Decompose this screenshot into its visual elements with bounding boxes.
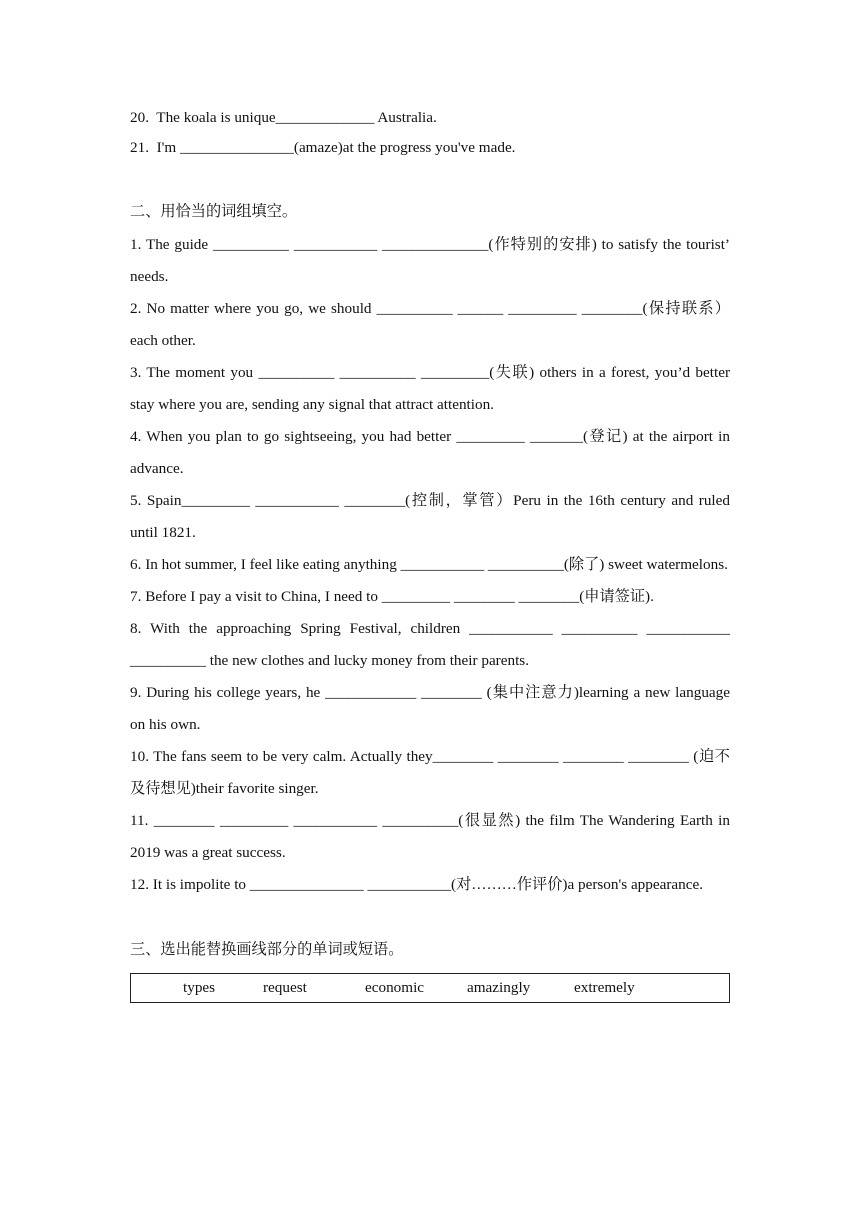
word-bank-item: request [263,979,307,996]
word-bank-item: economic [365,979,425,996]
word-bank-item: extremely [574,979,635,996]
phrase-item-10: 10. The fans seem to be very calm. Actually they________ ________ ________ ________ (迫不及待想见)their favorite singer. [130,748,730,797]
phrase-item-2: 2. No matter where you go, we should __________ ______ _________ ________(保持联系）each other. [130,300,730,349]
worksheet-content [130,103,730,1003]
phrase-item-9: 9. During his college years, he ____________ ________ (集中注意力)learning a new language on his own. [130,684,730,733]
phrase-item-1: 1. The guide __________ ___________ ______________(作特别的安排) to satisfy the tourist’ needs. [130,236,730,285]
section-2-heading: 二、用恰当的词组填空。 [130,203,298,220]
question-20: 20. The koala is unique_____________ Australia. [130,109,437,126]
phrase-item-5: 5. Spain_________ ___________ ________(控制，掌管）Peru in the 16th century and ruled until 1821. [130,492,730,541]
question-21: 21. I'm _______________(amaze)at the progress you've made. [130,139,516,156]
section-3-heading: 三、选出能替换画线部分的单词或短语。 [130,941,404,958]
phrase-item-8: 8. With the approaching Spring Festival, children ___________ __________ ___________ __________ the new clothes and lucky money from their parents. [130,620,730,669]
phrase-item-4: 4. When you plan to go sightseeing, you had better _________ _______(登记) at the airport in advance. [130,428,730,477]
phrase-item-6: 6. In hot summer, I feel like eating anything ___________ __________(除了) sweet watermelons. [130,556,728,573]
phrase-item-7: 7. Before I pay a visit to China, I need to _________ ________ ________(申请签证). [130,588,654,605]
phrase-item-12: 12. It is impolite to _______________ ___________(对………作评价)a person's appearance. [130,876,704,893]
word-bank-item: types [183,979,216,996]
word-bank-item: amazingly [467,979,531,996]
word-bank-box [130,973,730,1003]
phrase-item-11: 11. ________ _________ ___________ __________(很显然) the film The Wandering Earth in 2019 was a great success. [130,812,730,861]
phrase-item-3: 3. The moment you __________ __________ _________(失联) others in a forest, you’d better stay where you are, sending any signal that attract attention. [130,364,730,413]
